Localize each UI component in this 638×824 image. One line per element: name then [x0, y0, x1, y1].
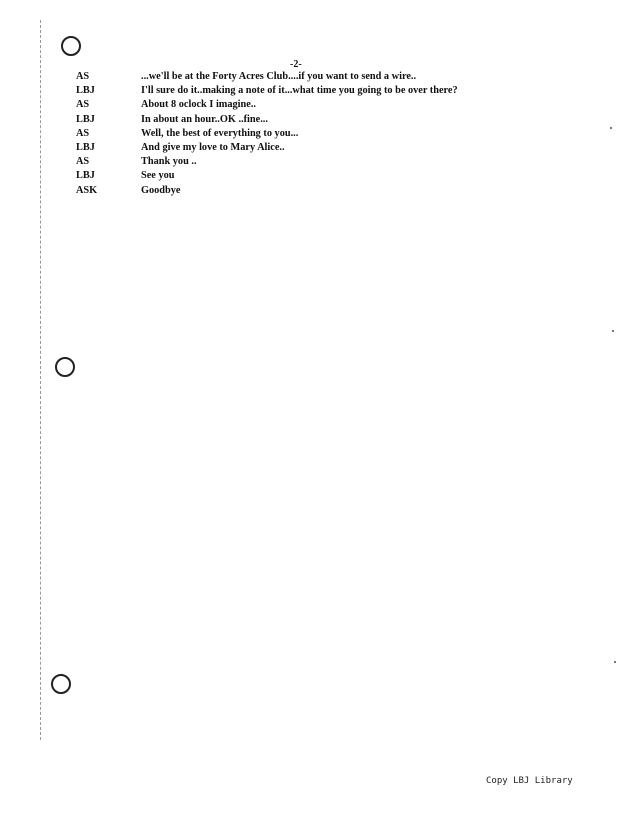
dialogue-text: I'll sure do it..making a note of it...what time you going to be over there? [141, 85, 458, 97]
speaker-label: LBJ [76, 170, 95, 182]
punch-hole-icon [55, 357, 75, 377]
punch-hole-icon [61, 36, 81, 56]
dialogue-text: ...we'll be at the Forty Acres Club....if you want to send a wire.. [141, 71, 417, 82]
transcript-line [0, 127, 638, 141]
speaker-label: LBJ [76, 141, 95, 153]
transcript-line [0, 113, 638, 127]
transcript-line [0, 98, 638, 112]
transcript-line [0, 155, 638, 169]
transcript-line [0, 84, 638, 98]
speaker-label: AS [76, 156, 90, 168]
dialogue-text: And give my love to Mary Alice.. [141, 141, 285, 153]
scan-speck [612, 330, 614, 332]
transcript-line [0, 169, 638, 183]
speaker-label: AS [76, 71, 90, 82]
dialogue-text: In about an hour..OK ..fine... [141, 113, 268, 125]
dialogue-text: Goodbye [141, 184, 181, 196]
scan-speck [614, 661, 616, 663]
library-footer: Copy LBJ Library [486, 776, 573, 786]
transcript [0, 70, 638, 198]
transcript-line [0, 184, 638, 198]
speaker-label: LBJ [76, 85, 95, 97]
dialogue-text: Thank you .. [141, 156, 197, 168]
speaker-label: ASK [76, 184, 98, 196]
speaker-label: AS [76, 127, 90, 139]
dialogue-text: About 8 oclock I imagine.. [141, 99, 256, 111]
page-number: -2- [290, 59, 302, 70]
transcript-line [0, 70, 638, 84]
punch-hole-icon [51, 674, 71, 694]
transcript-line [0, 141, 638, 155]
dialogue-text: See you [141, 170, 175, 182]
speaker-label: LBJ [76, 113, 95, 125]
dialogue-text: Well, the best of everything to you... [141, 127, 299, 139]
speaker-label: AS [76, 99, 90, 111]
